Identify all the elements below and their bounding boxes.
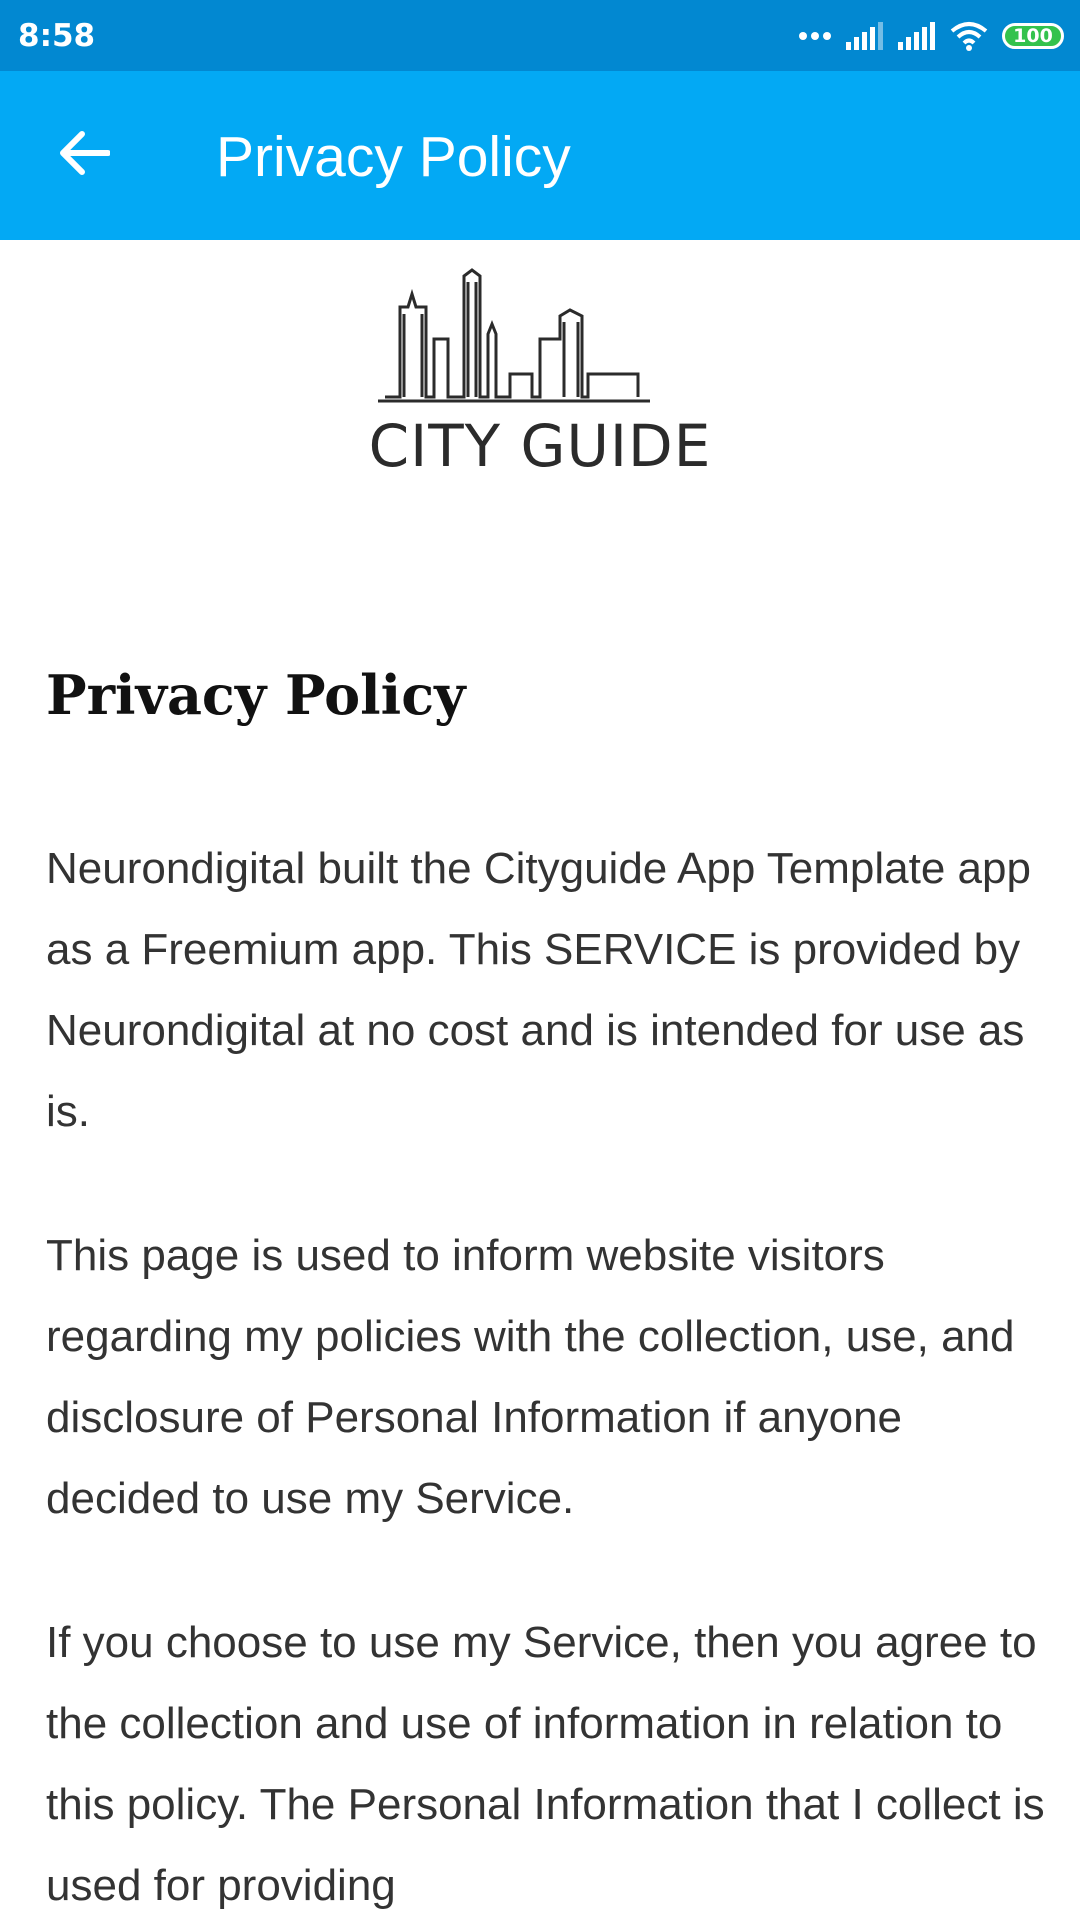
more-dots-icon bbox=[798, 30, 832, 42]
signal-1-icon bbox=[846, 22, 884, 50]
policy-heading: Privacy Policy bbox=[46, 663, 466, 727]
back-button[interactable] bbox=[40, 111, 128, 199]
logo-text: CITY GUIDE bbox=[368, 412, 712, 480]
status-bar bbox=[0, 0, 1080, 71]
page-title: Privacy Policy bbox=[216, 125, 571, 189]
status-time: 8:58 bbox=[18, 18, 96, 54]
policy-paragraph: If you choose to use my Service, then you agree to the collection and use of information in relation to this policy. The Personal Information that I collect is used for providing bbox=[46, 1618, 1045, 1910]
battery-icon bbox=[1002, 23, 1064, 49]
app-bar bbox=[0, 71, 1080, 240]
arrow-back-icon bbox=[58, 129, 110, 182]
wifi-icon bbox=[950, 21, 988, 51]
policy-paragraph: Neurondigital built the Cityguide App Template app as a Freemium app. This SERVICE is provided by Neurondigital at no cost and is intended for use as is. bbox=[46, 844, 1031, 1136]
skyline-icon bbox=[360, 264, 720, 414]
signal-2-icon bbox=[898, 22, 936, 50]
status-icons bbox=[798, 16, 1064, 56]
policy-paragraph: This page is used to inform website visitors regarding my policies with the collection, use, and disclosure of Personal Information if anyone decided to use my Service. bbox=[46, 1231, 1015, 1523]
city-guide-logo bbox=[360, 264, 720, 484]
policy-content bbox=[46, 640, 1046, 1920]
battery-level: 100 bbox=[1013, 24, 1053, 47]
